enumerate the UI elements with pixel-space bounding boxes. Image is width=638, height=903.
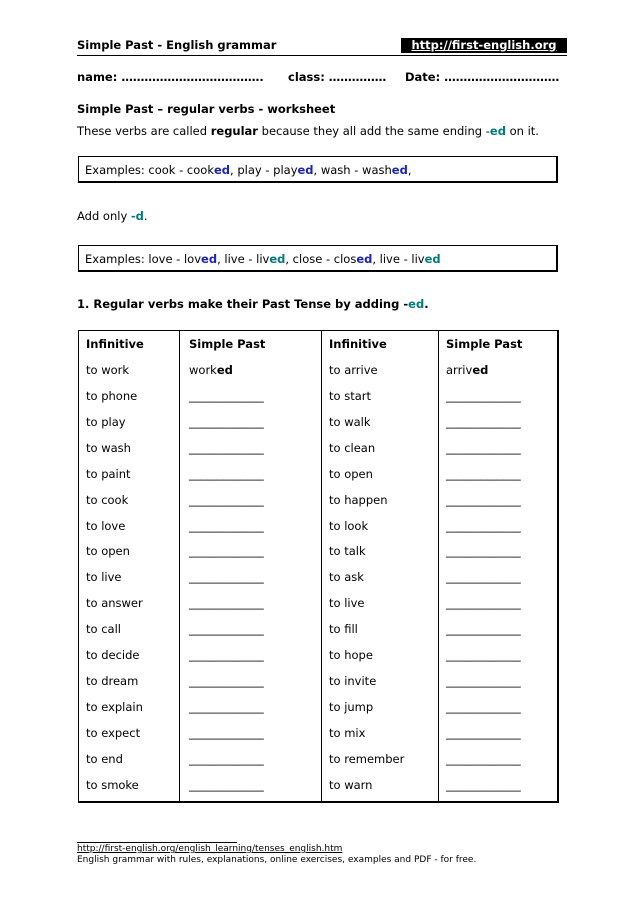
verb-infinitive: to ask <box>329 570 364 584</box>
answer-blank[interactable]: _____________ <box>446 519 521 533</box>
footer-divider <box>77 842 237 843</box>
verb-infinitive: to live <box>329 596 365 610</box>
answer-blank[interactable]: _____________ <box>189 441 264 455</box>
answer-blank[interactable]: _____________ <box>189 519 264 533</box>
answer-blank[interactable]: _____________ <box>446 415 521 429</box>
class-field: class: …………… <box>288 70 387 84</box>
example-past: worked <box>189 363 233 377</box>
answer-blank[interactable]: _____________ <box>189 544 264 558</box>
answer-blank[interactable]: _____________ <box>446 544 521 558</box>
header-infinitive: Infinitive <box>86 337 144 351</box>
verb-infinitive: to decide <box>86 648 140 662</box>
verb-infinitive: to paint <box>86 467 131 481</box>
footer-link[interactable]: http://first-english.org/english_learning/tenses_english.htm <box>77 844 343 854</box>
column-divider <box>179 331 180 801</box>
answer-blank[interactable]: _____________ <box>189 493 264 507</box>
answer-blank[interactable]: _____________ <box>446 570 521 584</box>
answer-blank[interactable]: _____________ <box>189 389 264 403</box>
answer-blank[interactable]: _____________ <box>446 648 521 662</box>
answer-blank[interactable]: _____________ <box>446 389 521 403</box>
answer-blank[interactable]: _____________ <box>446 493 521 507</box>
verb-infinitive: to wash <box>86 441 131 455</box>
verb-infinitive: to open <box>86 544 130 558</box>
answer-blank[interactable]: _____________ <box>189 467 264 481</box>
answer-blank[interactable]: _____________ <box>446 596 521 610</box>
answer-blank[interactable]: _____________ <box>189 752 264 766</box>
verb-infinitive: to clean <box>329 441 376 455</box>
verb-infinitive: to hope <box>329 648 373 662</box>
answer-blank[interactable]: _____________ <box>446 778 521 792</box>
answer-blank[interactable]: _____________ <box>446 700 521 714</box>
answer-blank[interactable]: _____________ <box>446 441 521 455</box>
verb-infinitive: to smoke <box>86 778 139 792</box>
answer-blank[interactable]: _____________ <box>446 752 521 766</box>
verb-infinitive: to end <box>86 752 123 766</box>
verb-table <box>78 330 559 803</box>
verb-infinitive: to warn <box>329 778 373 792</box>
verb-infinitive: to dream <box>86 674 139 688</box>
verb-infinitive: to explain <box>86 700 143 714</box>
verb-infinitive: to mix <box>329 726 366 740</box>
answer-blank[interactable]: _____________ <box>189 778 264 792</box>
verb-infinitive: to expect <box>86 726 141 740</box>
name-field: name: ………………………………. <box>77 70 264 84</box>
verb-infinitive: to remember <box>329 752 405 766</box>
example-infinitive: to arrive <box>329 363 378 377</box>
verb-infinitive: to live <box>86 570 122 584</box>
answer-blank[interactable]: _____________ <box>189 726 264 740</box>
column-divider <box>321 331 322 801</box>
verb-infinitive: to fill <box>329 622 358 636</box>
verb-infinitive: to jump <box>329 700 374 714</box>
examples-box-ed: Examples: cook - cooked, play - played, wash - washed, <box>78 156 558 183</box>
verb-infinitive: to invite <box>329 674 377 688</box>
header-simple-past: Simple Past <box>189 337 266 351</box>
example-infinitive: to work <box>86 363 130 377</box>
verb-infinitive: to start <box>329 389 371 403</box>
verb-infinitive: to look <box>329 519 369 533</box>
footer-note: English grammar with rules, explanations, online exercises, examples and PDF - for free. <box>77 855 477 865</box>
answer-blank[interactable]: _____________ <box>189 700 264 714</box>
page-title: Simple Past - English grammar <box>77 38 277 52</box>
date-field: Date: ………………………… <box>405 70 560 84</box>
answer-blank[interactable]: _____________ <box>446 622 521 636</box>
column-divider <box>438 331 439 801</box>
intro-text: These verbs are called regular because they all add the same ending -ed on it. <box>77 124 539 138</box>
verb-infinitive: to walk <box>329 415 371 429</box>
worksheet-title: Simple Past – regular verbs - worksheet <box>77 102 336 116</box>
answer-blank[interactable]: _____________ <box>446 726 521 740</box>
verb-infinitive: to cook <box>86 493 129 507</box>
verb-infinitive: to happen <box>329 493 388 507</box>
header-simple-past: Simple Past <box>446 337 523 351</box>
verb-infinitive: to love <box>86 519 126 533</box>
header-divider <box>77 55 567 56</box>
verb-infinitive: to talk <box>329 544 366 558</box>
answer-blank[interactable]: _____________ <box>189 622 264 636</box>
example-past: arrived <box>446 363 489 377</box>
answer-blank[interactable]: _____________ <box>189 415 264 429</box>
verb-infinitive: to open <box>329 467 373 481</box>
answer-blank[interactable]: _____________ <box>189 570 264 584</box>
answer-blank[interactable]: _____________ <box>446 467 521 481</box>
answer-blank[interactable]: _____________ <box>446 674 521 688</box>
add-d-text: Add only -d. <box>77 209 148 223</box>
header-infinitive: Infinitive <box>329 337 387 351</box>
examples-box-d: Examples: love - loved, live - lived, close - closed, live - lived <box>78 245 558 272</box>
answer-blank[interactable]: _____________ <box>189 674 264 688</box>
verb-infinitive: to answer <box>86 596 143 610</box>
answer-blank[interactable]: _____________ <box>189 596 264 610</box>
answer-blank[interactable]: _____________ <box>189 648 264 662</box>
rule-heading: 1. Regular verbs make their Past Tense by adding -ed. <box>77 297 429 311</box>
verb-infinitive: to phone <box>86 389 138 403</box>
verb-infinitive: to play <box>86 415 126 429</box>
verb-infinitive: to call <box>86 622 121 636</box>
site-link[interactable]: http://first-english.org <box>401 38 567 53</box>
